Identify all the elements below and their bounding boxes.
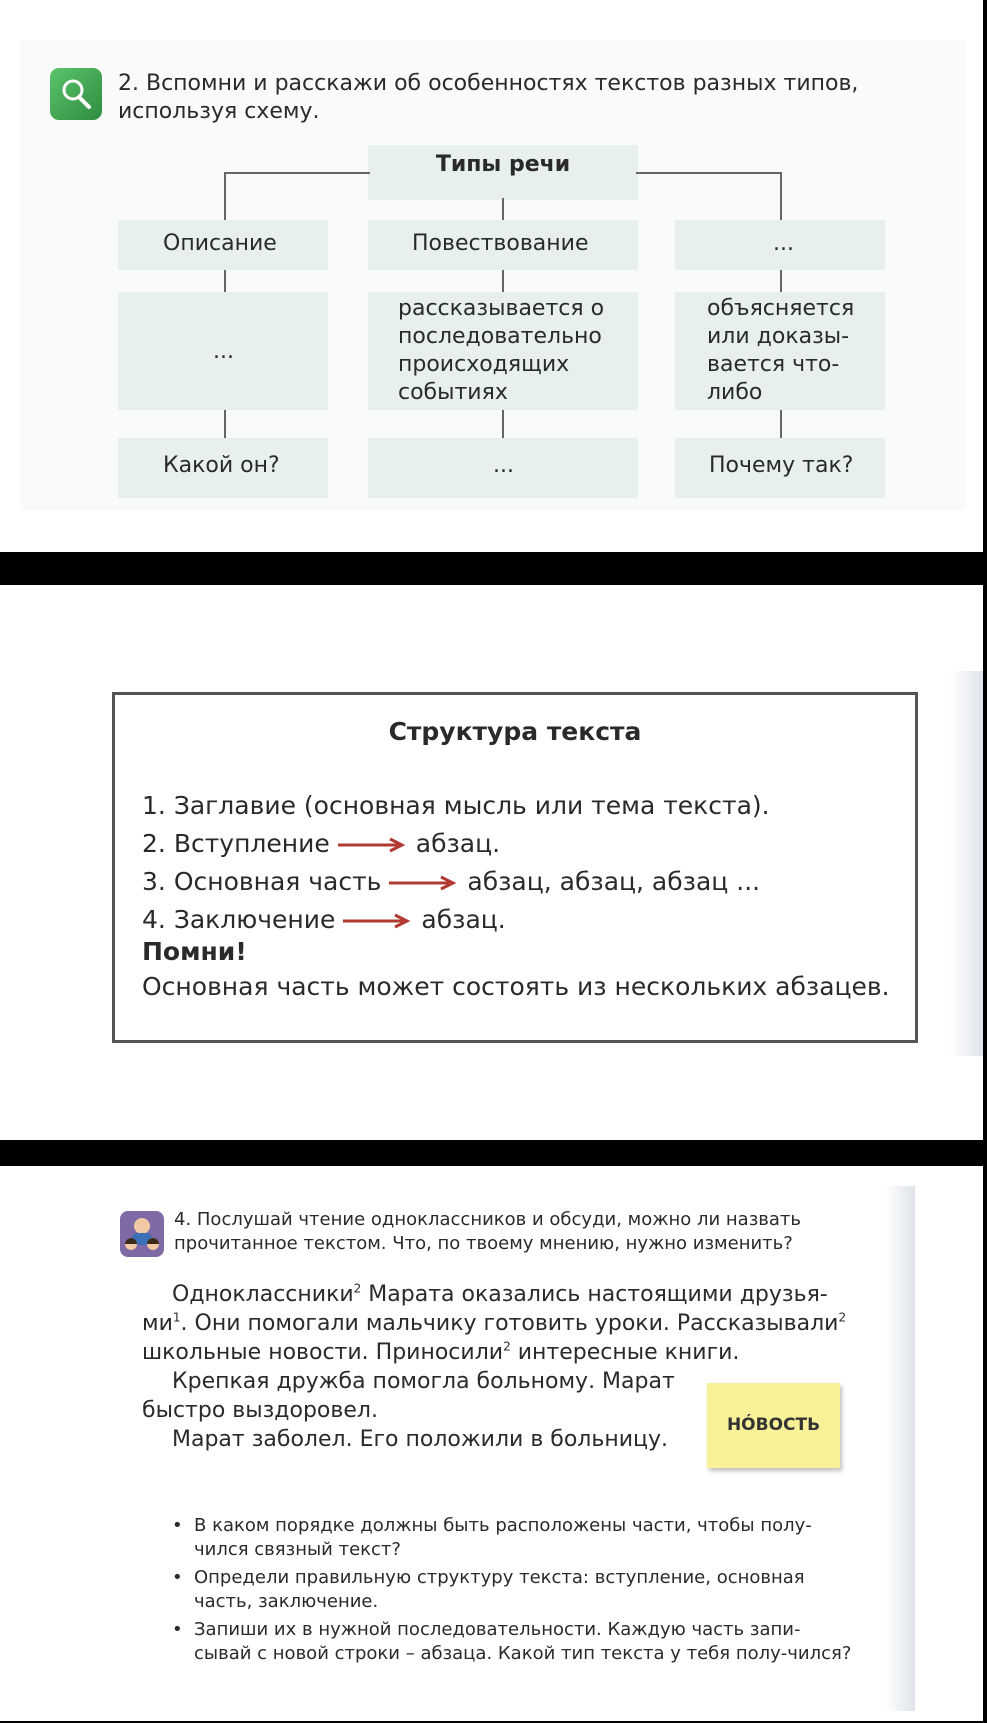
footnote-mark: 1 [172, 1310, 181, 1325]
connector-line [780, 410, 782, 438]
feature-narration: рассказывается о последовательно происходящих событиях [398, 296, 605, 405]
connector-line [636, 172, 782, 174]
item-target: абзац, абзац, абзац ... [467, 867, 761, 896]
structure-item-4 [142, 904, 506, 936]
item-number: 3. [142, 867, 166, 896]
connector-line [502, 410, 504, 438]
task-2-text: 2. Вспомни и расскажи об особенностях текстов разных типов, используя схему. [118, 71, 859, 124]
story-text: Марата оказались настоящими друзья- [361, 1282, 828, 1307]
type-reasoning: ... [773, 231, 794, 256]
page-edge [950, 671, 983, 1056]
arrow-right-icon [343, 913, 413, 929]
story-line-1 [172, 1280, 828, 1309]
scheme-title: Типы речи [435, 152, 571, 177]
question-item: • Определи правильную структуру текста: вступление, основная часть, заключение. [172, 1566, 852, 1614]
remember-heading: Помни! [142, 937, 247, 966]
connector-line [224, 172, 370, 174]
type-description: Описание [163, 231, 277, 256]
task-4-text: 4. Послушай чтение одноклассников и обсуди, можно ли назвать прочитанное текстом. Что, по твоему мнению, нужно изменить? [174, 1209, 802, 1254]
item-number: 1. [142, 791, 166, 820]
arrow-right-icon [338, 837, 408, 853]
footnote-mark: 2 [838, 1310, 847, 1325]
connector-line [780, 270, 782, 292]
item-number: 4. [142, 905, 166, 934]
story-line-3 [142, 1338, 739, 1367]
story-text: Одноклассники [172, 1282, 354, 1307]
feature-description: ... [213, 339, 234, 364]
question-narration: ... [493, 453, 514, 478]
connector-line [224, 270, 226, 292]
structure-box [112, 692, 918, 1043]
connector-line [502, 198, 504, 220]
story-line-2 [142, 1309, 846, 1338]
footnote-mark: 2 [503, 1339, 511, 1354]
question-reasoning: Почему так? [709, 453, 854, 478]
connector-line [224, 172, 226, 220]
structure-item-1 [142, 790, 770, 822]
structure-item-2 [142, 828, 500, 860]
story-line-4: Крепкая дружба помогла больному. Марат [172, 1369, 675, 1394]
item-text: Основная часть [173, 867, 382, 896]
arrow-right-icon [389, 875, 459, 891]
story-line-5: быстро выздоровел. [142, 1398, 378, 1423]
story-line-6: Марат заболел. Его положили в больницу. [172, 1427, 668, 1452]
item-text: Заглавие (основная мысль или тема текста). [173, 791, 770, 820]
item-target: абзац. [415, 829, 501, 858]
panel-exercise-4 [0, 1166, 983, 1721]
panel-text-structure [0, 585, 983, 1140]
question-description: Какой он? [163, 453, 280, 478]
sticky-note: НÓВОСТЬ [707, 1383, 840, 1468]
feature-reasoning: объясняется или доказы-вается что-либо [707, 296, 855, 405]
connector-line [224, 410, 226, 438]
item-target: абзац. [421, 905, 506, 934]
item-text: Вступление [173, 829, 330, 858]
story-text: ми [142, 1311, 173, 1336]
item-number: 2. [142, 829, 166, 858]
page-edge [885, 1186, 915, 1711]
connector-line [780, 172, 782, 220]
question-item: • В каком порядке должны быть расположены части, чтобы полу-чился связный текст? [172, 1514, 852, 1562]
structure-title: Структура текста [388, 717, 642, 746]
connector-line [502, 270, 504, 292]
story-text: школьные новости. Приносили [142, 1340, 504, 1365]
questions-list [172, 1514, 852, 1670]
story-text: интересные книги. [510, 1340, 740, 1365]
question-item: • Запиши их в нужной последовательности. Каждую часть запи-сывай с новой строки – абзаца. Какой тип текста у тебя полу-чился? [172, 1618, 852, 1666]
footnote-mark: 2 [353, 1281, 362, 1296]
search-task-icon [50, 68, 102, 120]
type-narration: Повествование [412, 231, 589, 256]
panel-speech-types [0, 0, 983, 552]
item-text: Заключение [173, 905, 336, 934]
story-text: . Они помогали мальчику готовить уроки. Рассказывали [180, 1311, 839, 1336]
structure-item-3 [142, 866, 760, 898]
remember-text: Основная часть может состоять из нескольких абзацев. [142, 972, 890, 1001]
classmates-icon [120, 1211, 164, 1257]
